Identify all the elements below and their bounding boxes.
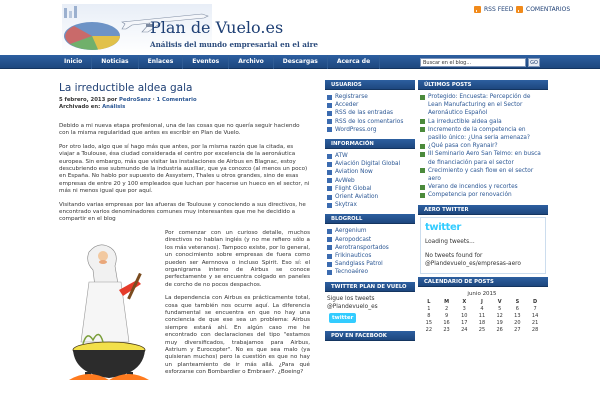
bullet-icon bbox=[327, 111, 332, 116]
twitter-follow-line: Sigue los tweets bbox=[327, 295, 375, 302]
list-item[interactable] bbox=[420, 142, 546, 150]
meta-separator: · bbox=[150, 97, 157, 103]
list-item[interactable] bbox=[420, 167, 546, 183]
post-meta bbox=[59, 97, 310, 111]
sidebar-left bbox=[325, 80, 415, 341]
link-label: RSS de las entradas bbox=[335, 110, 394, 117]
search-input[interactable]: Buscar en el blog... bbox=[420, 58, 526, 67]
link-label: Registrarse bbox=[335, 94, 368, 100]
arrow-bullet-icon bbox=[420, 144, 425, 149]
nav-item-descargas[interactable]: Descargas bbox=[274, 55, 328, 69]
list-item[interactable] bbox=[327, 93, 413, 101]
calendar-day-header: S bbox=[515, 299, 520, 306]
link-label: WordPress.org bbox=[335, 126, 377, 133]
link-label: Aviation Now bbox=[335, 169, 373, 176]
calendar-day: 25 bbox=[478, 327, 486, 334]
widget-title-usuarios: USUARIOS bbox=[325, 80, 415, 90]
post-paragraph: Por otro lado, algo que sí hago más que antes, por la misma razón que la citada, es viajar a Toulouse, ésa ciudad considerada el centro por excelencia de la aeronáutica europea. Sin embargo, más que visitar las instalaciones de Airbus en Blagnac, estoy descubriendo ese submundo de la industria auxiliar, que ya conozco (al menos un poco) en España. No hablo por supuesto de Assystem, Thales u otros grandes, sino de esas empresas de entre 20 y 100 empleados que luchan por hacerse un hueco en el sector, ni más ni menos igual que por aquí. bbox=[59, 143, 310, 195]
bullet-icon bbox=[327, 237, 332, 242]
calendar-day: 8 bbox=[427, 313, 431, 320]
link-label: Crecimiento y cash flow en el sector aero bbox=[428, 167, 534, 183]
bullet-icon bbox=[327, 203, 332, 208]
calendar-day: 22 bbox=[425, 327, 433, 334]
nav-item-inicio[interactable]: Inicio bbox=[64, 55, 92, 69]
list-item[interactable] bbox=[327, 236, 413, 244]
calendar-day: 28 bbox=[531, 327, 539, 334]
arrow-bullet-icon bbox=[420, 119, 425, 124]
list-item[interactable] bbox=[420, 150, 546, 166]
widget-title-blogroll: BLOGROLL bbox=[325, 214, 415, 224]
twitter-follow-text bbox=[325, 292, 415, 328]
list-item[interactable] bbox=[327, 109, 413, 117]
post-body bbox=[59, 123, 310, 377]
calendar-day: 10 bbox=[461, 313, 468, 320]
post-comments-link[interactable]: 1 Comentario bbox=[156, 97, 197, 103]
link-label: Competencia por renovación bbox=[428, 192, 512, 199]
link-label: RSS de los comentarios bbox=[335, 118, 404, 125]
posts-calendar bbox=[420, 289, 544, 334]
list-item[interactable] bbox=[327, 252, 413, 260]
calendar-day: 26 bbox=[496, 327, 503, 334]
twitter-widget bbox=[420, 217, 546, 274]
nav-item-noticias[interactable]: Noticias bbox=[92, 55, 138, 69]
calendar-day: 27 bbox=[514, 327, 521, 334]
site-tagline: Análisis del mundo empresarial en el aire bbox=[150, 40, 318, 49]
link-label: Frikinauticos bbox=[335, 253, 372, 260]
link-label: Aviación Digital Global bbox=[335, 161, 401, 168]
calendar-day: 17 bbox=[461, 320, 468, 327]
calendar-day: 18 bbox=[478, 320, 486, 327]
calendar-day: 3 bbox=[462, 306, 466, 313]
link-label: Aergenium bbox=[335, 228, 367, 235]
blogroll-list bbox=[325, 224, 415, 278]
bullet-icon bbox=[327, 95, 332, 100]
calendar-day: 23 bbox=[443, 327, 450, 334]
bullet-icon bbox=[327, 262, 332, 267]
bullet-icon bbox=[327, 162, 332, 167]
post-author-link[interactable]: PedroSanz bbox=[119, 97, 151, 103]
twitter-search-handle[interactable]: @Plandevuelo_es/empresas-aero bbox=[425, 260, 521, 267]
list-item[interactable] bbox=[327, 168, 413, 176]
bullet-icon bbox=[327, 229, 332, 234]
bullet-icon bbox=[327, 154, 332, 159]
calendar-day: 14 bbox=[531, 313, 539, 320]
recent-posts-list bbox=[418, 90, 548, 202]
calendar-day: 12 bbox=[496, 313, 503, 320]
list-item[interactable] bbox=[327, 177, 413, 185]
search-button[interactable]: GO bbox=[528, 58, 540, 67]
arrow-bullet-icon bbox=[420, 168, 425, 173]
nav-item-acerca[interactable]: Acerca de bbox=[328, 55, 380, 69]
rss-icon bbox=[516, 6, 523, 13]
list-item[interactable] bbox=[327, 118, 413, 126]
informacion-list bbox=[325, 149, 415, 211]
arrow-bullet-icon bbox=[420, 193, 425, 198]
calendar-day-header: D bbox=[533, 299, 538, 306]
druid-cauldron-illustration bbox=[59, 232, 157, 382]
link-label: Flight Global bbox=[335, 185, 372, 192]
link-label: La irreductible aldea gala bbox=[428, 118, 502, 125]
list-item[interactable] bbox=[420, 126, 546, 142]
list-item[interactable] bbox=[327, 160, 413, 168]
list-item[interactable] bbox=[327, 101, 413, 109]
nav-item-enlaces[interactable]: Enlaces bbox=[139, 55, 184, 69]
usuarios-list bbox=[325, 90, 415, 136]
post-date: 5 febrero, 2013 por bbox=[59, 97, 120, 103]
arrow-bullet-icon bbox=[420, 95, 425, 100]
widget-title-informacion: INFORMACIÓN bbox=[325, 139, 415, 149]
twitter-handle[interactable]: @Plandevuelo_es bbox=[327, 303, 378, 310]
link-label: Tecnoaéreo bbox=[335, 269, 369, 276]
calendar-day-header: M bbox=[444, 299, 450, 306]
post-content bbox=[59, 82, 310, 400]
post-title[interactable]: La irreductible aldea gala bbox=[59, 82, 193, 94]
site-title[interactable]: Plan de Vuelo.es bbox=[150, 18, 284, 37]
twitter-loading: Loading tweets... bbox=[425, 238, 475, 245]
twitter-follow-button[interactable]: twitter bbox=[329, 313, 356, 323]
calendar-day-header: X bbox=[462, 299, 467, 306]
calendar-day: 6 bbox=[515, 306, 519, 313]
bullet-icon bbox=[327, 170, 332, 175]
list-item[interactable] bbox=[327, 260, 413, 268]
calendar-day: 5 bbox=[498, 306, 502, 313]
bullet-icon bbox=[327, 119, 332, 124]
calendar-day: 16 bbox=[443, 320, 450, 327]
bullet-icon bbox=[327, 195, 332, 200]
calendar-day-header: L bbox=[427, 299, 431, 306]
list-item[interactable] bbox=[327, 126, 413, 134]
link-label: AvWeb bbox=[335, 177, 355, 184]
calendar-day: 19 bbox=[496, 320, 503, 327]
rss-feed-label: RSS FEED bbox=[484, 6, 514, 13]
comments-feed-link[interactable] bbox=[516, 6, 570, 13]
link-label: Incremento de la competencia en pasillo único: ¿Una seria amenaza? bbox=[428, 126, 530, 142]
list-item[interactable] bbox=[327, 185, 413, 193]
calendar-day: 21 bbox=[531, 320, 539, 327]
bullet-icon bbox=[327, 103, 332, 108]
post-category-link[interactable]: Análisis bbox=[102, 104, 126, 110]
arrow-bullet-icon bbox=[420, 185, 425, 190]
post-paragraph: Debido a mi nueva etapa profesional, una de las cosas que no quería seguir haciendo con la misma regularidad que antes es escribir en Plan de Vuelo. bbox=[59, 123, 300, 137]
calendar-day: 7 bbox=[533, 306, 537, 313]
list-item[interactable] bbox=[420, 191, 546, 199]
arrow-bullet-icon bbox=[420, 152, 425, 157]
link-label: Acceder bbox=[335, 102, 359, 109]
link-label: Orient Aviation bbox=[335, 194, 379, 201]
twitter-logo[interactable]: twitter bbox=[425, 221, 461, 233]
calendar-day: 9 bbox=[444, 313, 449, 320]
bullet-icon bbox=[327, 186, 332, 191]
link-label: Aeropodcast bbox=[335, 236, 372, 243]
link-label: Sandglass Patrol bbox=[335, 261, 383, 268]
rss-icon bbox=[474, 6, 481, 13]
list-item[interactable] bbox=[327, 227, 413, 235]
calendar-day: 1 bbox=[427, 306, 431, 313]
arrow-bullet-icon bbox=[420, 127, 425, 132]
list-item[interactable] bbox=[420, 93, 546, 118]
link-label: Aerotransportados bbox=[335, 244, 389, 251]
bullet-icon bbox=[327, 178, 332, 183]
list-item[interactable] bbox=[327, 244, 413, 252]
sidebar-right bbox=[418, 80, 548, 336]
calendar-day: 20 bbox=[514, 320, 521, 327]
nav-item-archivo[interactable]: Archivo bbox=[229, 55, 274, 69]
link-label: Protegido: Encuesta: Percepción de Lean Manufacturing en el Sector Aeronáutico Español bbox=[428, 94, 531, 117]
calendar-day: 11 bbox=[478, 313, 486, 320]
list-item[interactable] bbox=[327, 268, 413, 276]
post-archived-label: Archivado en: bbox=[59, 104, 103, 110]
post-paragraph: Por comenzar con un curioso detalle, muchos directivos no hablan inglés (y no me refiero sólo a los más veteranos). Tampoco existe, por lo general, un conocimiento sobre empresas de fuera como pueden ser Aernnova o incluso Spirit. Eso sí: el organigrama interno de Airbus se conoce perfectamente y se encuentra colgado en paneles de corcho de no pocos despachos. bbox=[165, 229, 310, 288]
list-item[interactable] bbox=[327, 152, 413, 160]
calendar-day: 2 bbox=[444, 306, 449, 313]
calendar-day: 15 bbox=[425, 320, 433, 327]
link-label: ¿Qué pasa con Ryanair? bbox=[428, 143, 498, 150]
calendar-day: 24 bbox=[461, 327, 468, 334]
link-label: Skytrax bbox=[335, 202, 357, 209]
site-header bbox=[0, 0, 600, 55]
link-label: Verano de incendios y recortes bbox=[428, 184, 518, 191]
list-item[interactable] bbox=[327, 201, 413, 209]
list-item[interactable] bbox=[420, 118, 546, 126]
bullet-icon bbox=[327, 270, 332, 275]
bullet-icon bbox=[327, 254, 332, 259]
widget-title-aero-twitter: AERO TWITTER bbox=[418, 205, 548, 215]
nav-item-eventos[interactable]: Eventos bbox=[183, 55, 229, 69]
post-paragraph: La dependencia con Airbus es prácticamente total, cosa que también nos ocurre aquí. La diferencia fundamental se encuentra en que no hay una conciencia de que ese sea un problema: Airbus siempre estará ahí. En algún caso me he encontrado con declaraciones del tipo "estamos muy diversificados, trabajamos para Airbus, Astrium y Eurocopter". No es que sea malo (ya quisieran muchos) pero la cuestión es que no hay un planteamiento de ir más allá. ¿Para qué esforzarse con Bombardier o Embraer?. ¿Boeing? bbox=[165, 295, 310, 376]
widget-title-ultimos: ÚLTIMOS POSTS bbox=[418, 80, 548, 90]
rss-feed-link[interactable] bbox=[474, 6, 513, 13]
comments-feed-label: COMENTARIOS bbox=[526, 6, 571, 13]
link-label: ATW bbox=[335, 153, 348, 160]
widget-title-facebook: PDV EN FACEBOOK bbox=[325, 331, 415, 341]
calendar-day: 13 bbox=[514, 313, 521, 320]
calendar-month: junio 2015 bbox=[467, 290, 497, 297]
calendar-day-header: J bbox=[481, 299, 483, 306]
calendar-day-header: V bbox=[497, 299, 502, 306]
link-label: III Seminario Aero San Telmo: en busca de financiación para el sector bbox=[428, 151, 541, 166]
widget-title-twitter: TWITTER PLAN DE VUELO bbox=[325, 282, 415, 292]
post-paragraph: Visitando varias empresas por las afueras de Toulouse y conociendo a sus directivos, he encontrado varios denominadores comunes muy interesantes que me he decidido a compartir en el blog bbox=[59, 201, 306, 223]
widget-title-calendario: CALENDARIO DE POSTS bbox=[418, 277, 548, 287]
bullet-icon bbox=[327, 245, 332, 250]
list-item[interactable] bbox=[327, 193, 413, 201]
list-item[interactable] bbox=[420, 183, 546, 191]
calendar-day: 4 bbox=[480, 306, 484, 313]
bullet-icon bbox=[327, 127, 332, 132]
twitter-no-tweets: No tweets found for bbox=[425, 252, 483, 259]
